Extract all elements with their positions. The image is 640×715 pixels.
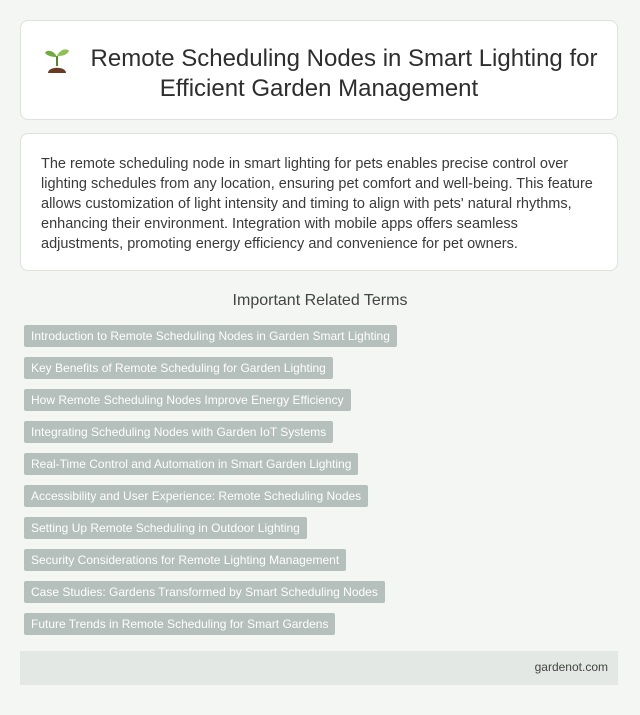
related-term-tag[interactable]: Security Considerations for Remote Lighting Management	[24, 549, 346, 571]
related-term-tag[interactable]: Integrating Scheduling Nodes with Garden IoT Systems	[24, 421, 333, 443]
related-term-tag[interactable]: Accessibility and User Experience: Remote Scheduling Nodes	[24, 485, 368, 507]
related-term-tag[interactable]: Case Studies: Gardens Transformed by Smart Scheduling Nodes	[24, 581, 385, 603]
footer-site-link[interactable]: gardenot.com	[534, 660, 608, 674]
title-block	[21, 44, 617, 104]
related-term-tag[interactable]: How Remote Scheduling Nodes Improve Energy Efficiency	[24, 389, 351, 411]
related-term-tag[interactable]: Real-Time Control and Automation in Smart Garden Lighting	[24, 453, 358, 475]
related-term-tag[interactable]: Key Benefits of Remote Scheduling for Garden Lighting	[24, 357, 333, 379]
related-terms-list	[24, 325, 614, 645]
title-card	[20, 20, 618, 120]
seedling-icon	[41, 44, 73, 74]
related-term-tag[interactable]: Introduction to Remote Scheduling Nodes in Garden Smart Lighting	[24, 325, 397, 347]
description-text: The remote scheduling node in smart lighting for pets enables precise control over lighting schedules from any location, ensuring pet comfort and well-being. This feature allows customization of light intensity and timing to align with pets' natural rhythms, enhancing their environment. Integration with mobile apps offers seamless adjustments, promoting energy efficiency and convenience for pet owners.	[41, 156, 593, 252]
description-card	[20, 133, 618, 271]
page-title: Remote Scheduling Nodes in Smart Lighting for Efficient Garden Management	[90, 45, 598, 102]
related-terms-heading: Important Related Terms	[232, 292, 408, 309]
related-term-tag[interactable]: Future Trends in Remote Scheduling for Smart Gardens	[24, 613, 335, 635]
related-term-tag[interactable]: Setting Up Remote Scheduling in Outdoor Lighting	[24, 517, 307, 539]
footer	[20, 651, 618, 685]
